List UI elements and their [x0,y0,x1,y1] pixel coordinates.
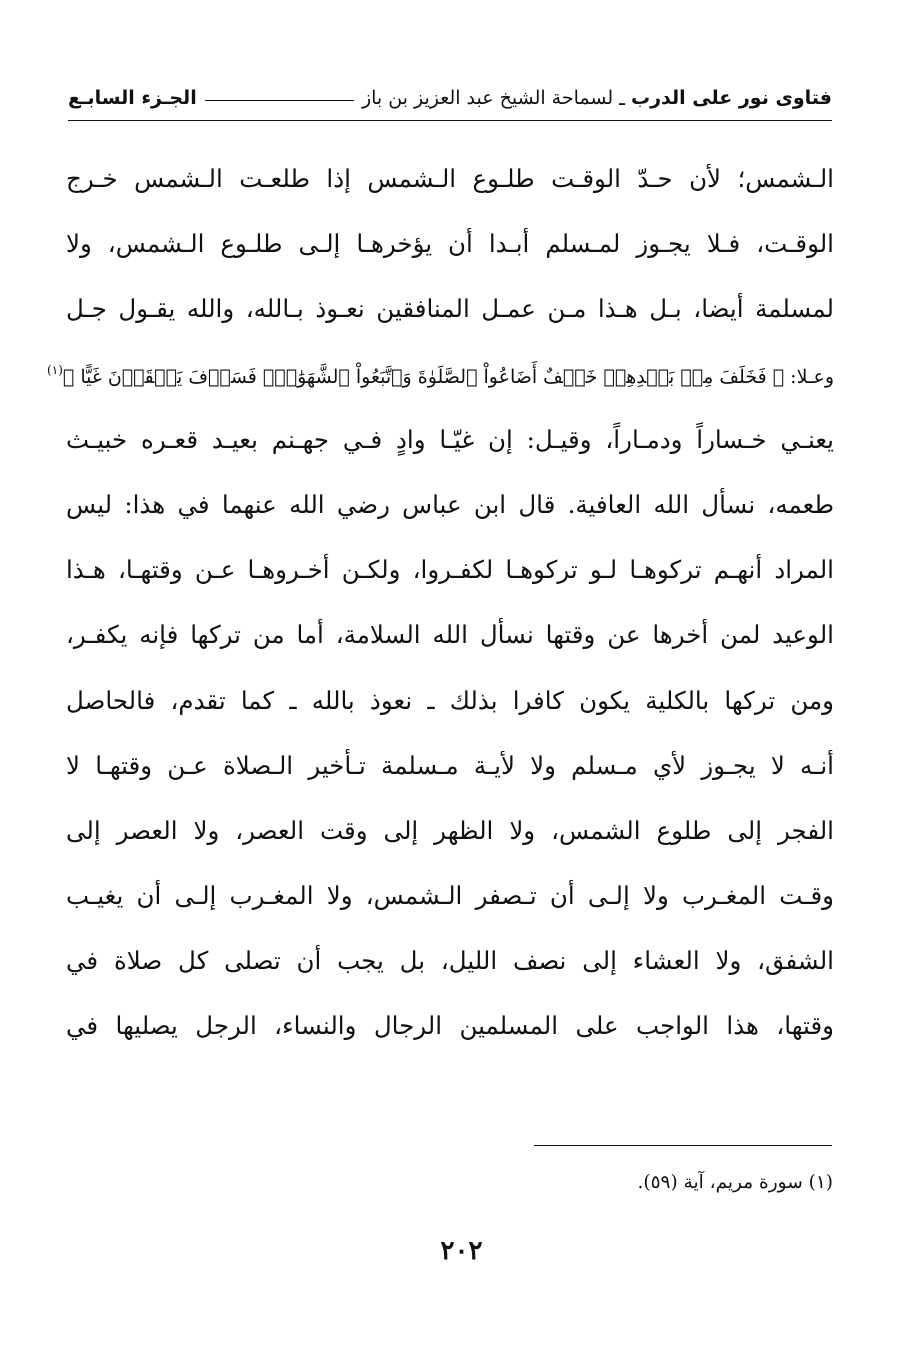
footnote: (١) سورة مريم، آية (٥٩). [637,1172,833,1193]
book-title: فتاوى نور على الدرب [631,87,832,109]
text-line: الوعيد لمن أخرها عن وقتها نسأل الله السلامة، أما من تركها فإنه يكفـر، [66,620,834,650]
page-number: ٢٠٢ [440,1236,483,1266]
footnote-marker: (١) [47,362,63,377]
header-author: لسماحة الشيخ عبد العزيز بن باز [361,87,614,109]
header-divider [68,120,832,121]
text-line: لمسلمة أيضا، بـل هـذا مـن عمـل المنافقين نعـوذ بـالله، والله يقـول جـل [66,294,834,324]
text-line: وقتها، هذا الواجب على المسلمين الرجال والنساء، الرجل يصليها في [66,1011,834,1041]
text-line: طعمه، نسأل الله العافية. قال ابن عباس رضي الله عنهما في هذا: ليس [66,489,834,519]
text-line: الفجر إلى طلوع الشمس، ولا الظهر إلى وقت العصر، ولا العصر إلى [66,815,834,845]
text-line: ومن تركها بالكلية يكون كافرا بذلك ـ نعوذ بالله ـ كما تقدم، فالحاصل [66,685,834,715]
text-line: أنـه لا يجـوز لأي مـسلم ولا لأيـة مـسلمة تـأخير الـصلاة عـن وقتهـا لا [66,750,834,780]
quran-verse: وعـلا: ﴿ فَخَلَفَ مِنۢ بَعۡدِهِمۡ خَلۡفٌ أَضَاعُواْ ٱلصَّلَوٰةَ وَٱتَّبَعُواْ ٱلشَّهَوَٰتِۖ فَسَوۡفَ يَلۡقَوۡنَ غَيًّا ﴾ [62,365,834,388]
text-line: وقـت المغـرب ولا إلـى أن تـصفر الـشمس، ولا المغـرب إلـى أن يغيـب [66,881,834,911]
text-line: الوقـت، فـلا يجـوز لمـسلم أبـدا أن يؤخرهـا إلـى طلـوع الـشمس، ولا [66,229,834,259]
header-separator: ـ [619,86,625,110]
footnote-divider [534,1145,832,1146]
volume-label: الجـزء السابـع [68,87,197,109]
text-line: المراد أنهـم تركوهـا لـو تركوهـا لكفـروا، ولكـن أخـروهـا عـن وقتهـا، هـذا [66,555,834,585]
running-header [68,80,832,116]
text-line-quran [47,342,834,407]
text-line: الشفق، ولا العشاء إلى نصف الليل، بل يجب أن تصلى كل صلاة في [66,946,834,976]
body-text [47,146,834,1059]
header-rule [205,100,354,101]
text-line: الـشمس؛ لأن حـدّ الوقـت طلـوع الـشمس إذا طلعـت الـشمس خـرج [66,164,834,193]
text-line: يعنـي خـساراً ودمـاراً، وقيـل: إن غيّـا وادٍ فـي جهـنم بعيـد قعـره خبيـث [66,424,834,454]
